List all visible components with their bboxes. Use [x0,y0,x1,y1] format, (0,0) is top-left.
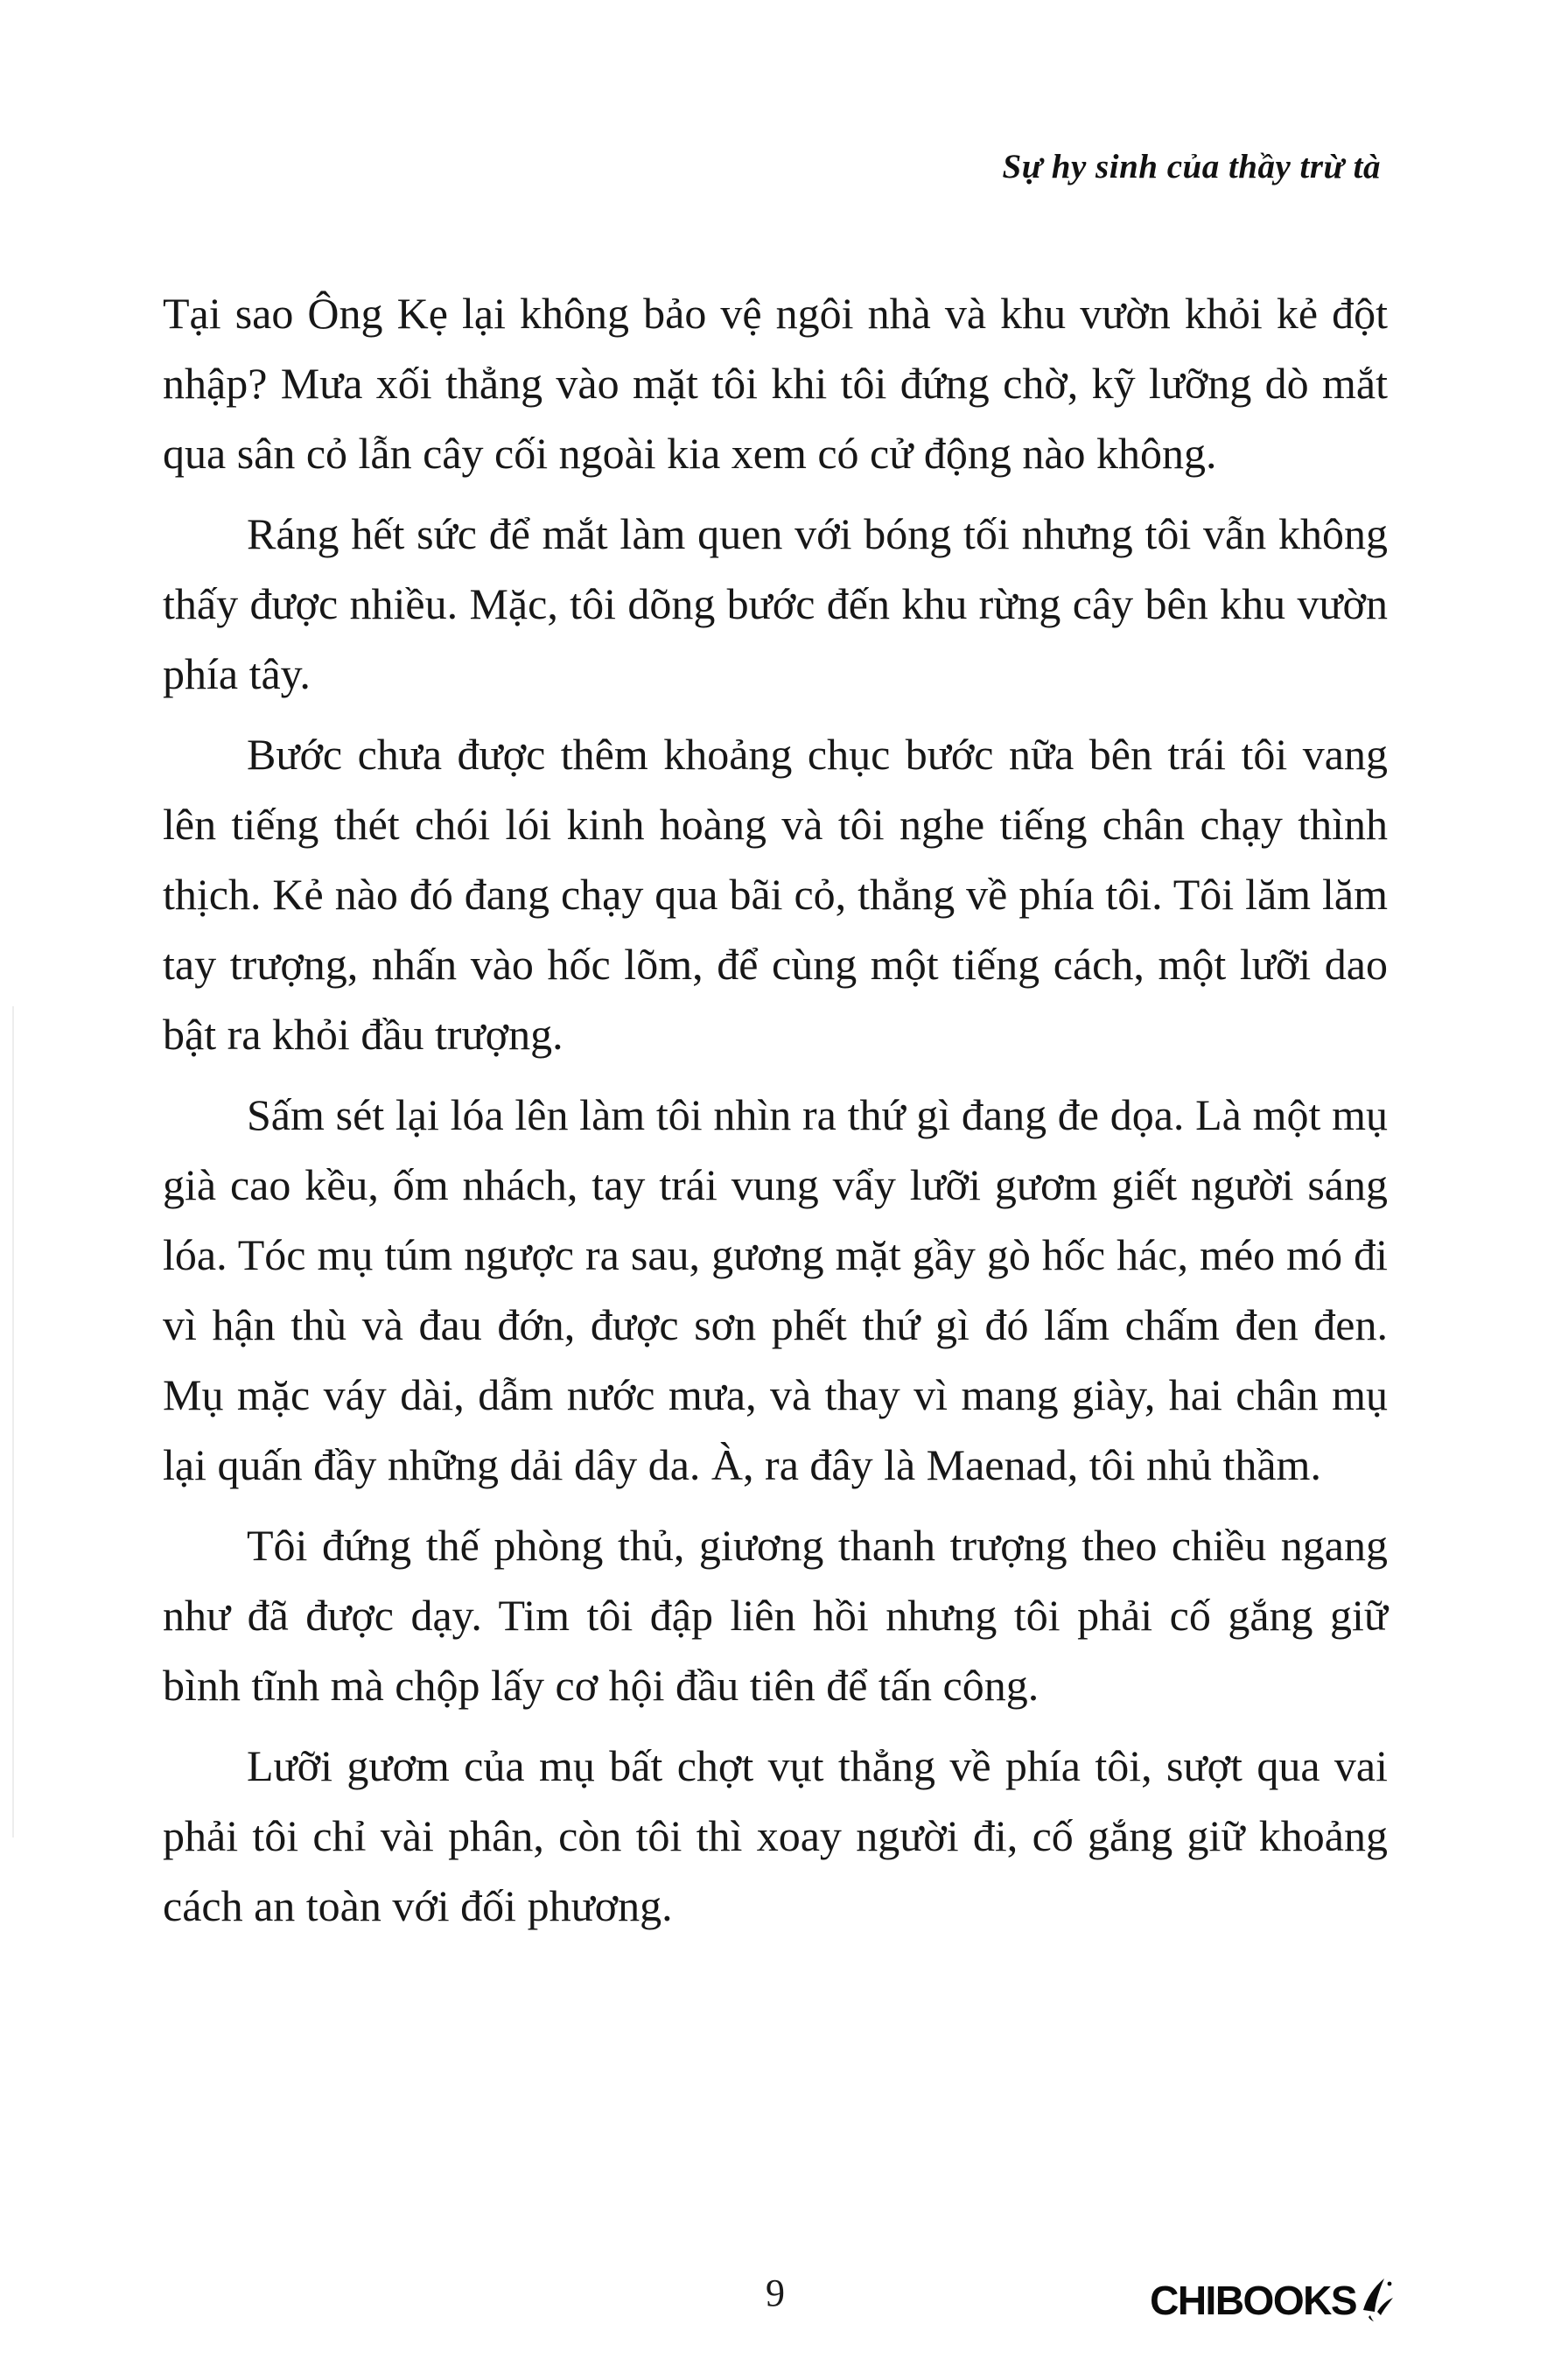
paragraph: Bước chưa được thêm khoảng chục bước nữa bên trái tôi vang lên tiếng thét chói lói kinh hoàng và tôi nghe tiếng chân chạy thình thịch. Kẻ nào đó đang chạy qua bãi cỏ, thẳng về phía tôi. Tôi lăm lăm tay trượng, nhấn vào hốc lõm, để cùng một tiếng cách, một lưỡi dao bật ra khỏi đầu trượng. [163,730,1388,1059]
chibooks-logo [1150,2272,1396,2324]
paragraph: Lưỡi gươm của mụ bất chợt vụt thẳng về phía tôi, sượt qua vai phải tôi chỉ vài phân, còn tôi thì xoay người đi, cố gắng giữ khoảng cách an toàn với đối phương. [163,1741,1388,1930]
paragraph: Ráng hết sức để mắt làm quen với bóng tối nhưng tôi vẫn không thấy được nhiều. Mặc, tôi dõng bước đến khu rừng cây bên khu vườn phía tây. [163,509,1388,698]
running-header: Sự hy sinh của thầy trừ tà [1002,148,1381,186]
logo-flourish-icon [1358,2272,1396,2322]
page-number: 9 [766,2272,785,2314]
scan-artifact [12,1006,14,1838]
paragraph: Tôi đứng thế phòng thủ, giương thanh trượng theo chiều ngang như đã được dạy. Tim tôi đập liên hồi nhưng tôi phải cố gắng giữ bình tĩnh mà chộp lấy cơ hội đầu tiên để tấn công. [163,1521,1388,1710]
page-body [163,278,1388,1951]
paragraph: Sấm sét lại lóa lên làm tôi nhìn ra thứ gì đang đe dọa. Là một mụ già cao kều, ốm nhách, tay trái vung vẩy lưỡi gươm giết người sáng lóa. Tóc mụ túm ngược ra sau, gương mặt gầy gò hốc hác, méo mó đi vì hận thù và đau đớn, được sơn phết thứ gì đó lấm chấm đen đen. Mụ mặc váy dài, dẫm nước mưa, và thay vì mang giày, hai chân mụ lại quấn đầy những dải dây da. À, ra đây là Maenad, tôi nhủ thầm. [163,1090,1388,1489]
paragraph: Tại sao Ông Kẹ lại không bảo vệ ngôi nhà và khu vườn khỏi kẻ đột nhập? Mưa xối thẳng vào mặt tôi khi tôi đứng chờ, kỹ lưỡng dò mắt qua sân cỏ lẫn cây cối ngoài kia xem có cử động nào không. [163,289,1388,478]
publisher-name: CHIBOOKS [1150,2278,1356,2323]
